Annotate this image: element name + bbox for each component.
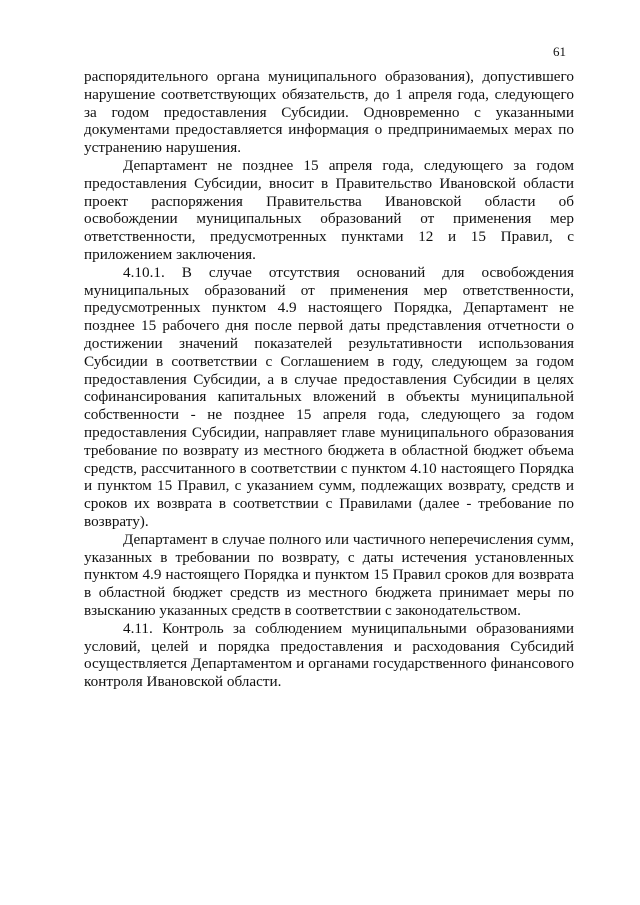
paragraph-4-11: 4.11. Контроль за соблюдением муниципальными образованиями условий, целей и порядка предоставления и расходования Субсидий осуществляется Департаментом и органами государственного финансового контроля Ивановской области. [84, 619, 574, 691]
paragraph-4-10-1: 4.10.1. В случае отсутствия оснований для освобождения муниципальных образований от применения мер ответственности, предусмотренных пунктом 4.9 настоящего Порядка, Департамент не позднее 15 рабочего дня после первой даты представления отчетности о достижении значений показателей результативности использования Субсидии в соответствии с Соглашением в году, следующем за годом предоставления Субсидии, а в случае предоставления Субсидии в целях софинансирования капитальных вложений в объекты муниципальной собственности - не позднее 15 апреля года, следующего за годом предоставления Субсидии, направляет главе муниципального образования требование по возврату из местного бюджета в областной бюджет объема средств, рассчитанного в соответствии с пунктом 4.10 настоящего Порядка и пунктом 15 Правил, с указанием сумм, подлежащих возврату, средств и сроков их возврата в соответствии с Правилами (далее - требование по возврату). [84, 263, 574, 530]
paragraph-continuation: распорядительного органа муниципального образования), допустившего нарушение соответствующих обязательств, до 1 апреля года, следующего за годом предоставления Субсидии. Одновременно с указанными документами предоставляется информация о предпринимаемых мерах по устранению нарушения. [84, 68, 574, 157]
document-body [84, 68, 574, 691]
page-number: 61 [553, 44, 566, 59]
paragraph-department-recovery: Департамент в случае полного или частичного неперечисления сумм, указанных в требовании по возврату, с даты истечения установленных пунктом 4.9 настоящего Порядка и пунктом 15 Правил сроков для возврата в областной бюджет средств из местного бюджета принимает меры по взысканию указанных средств в соответствии с законодательством. [84, 530, 574, 619]
paragraph-department-deadline: Департамент не позднее 15 апреля года, следующего за годом предоставления Субсидии, вносит в Правительство Ивановской области проект распоряжения Правительства Ивановской области об освобождении муниципальных образований от применения мер ответственности, предусмотренных пунктами 12 и 15 Правил, с приложением заключения. [84, 156, 574, 263]
